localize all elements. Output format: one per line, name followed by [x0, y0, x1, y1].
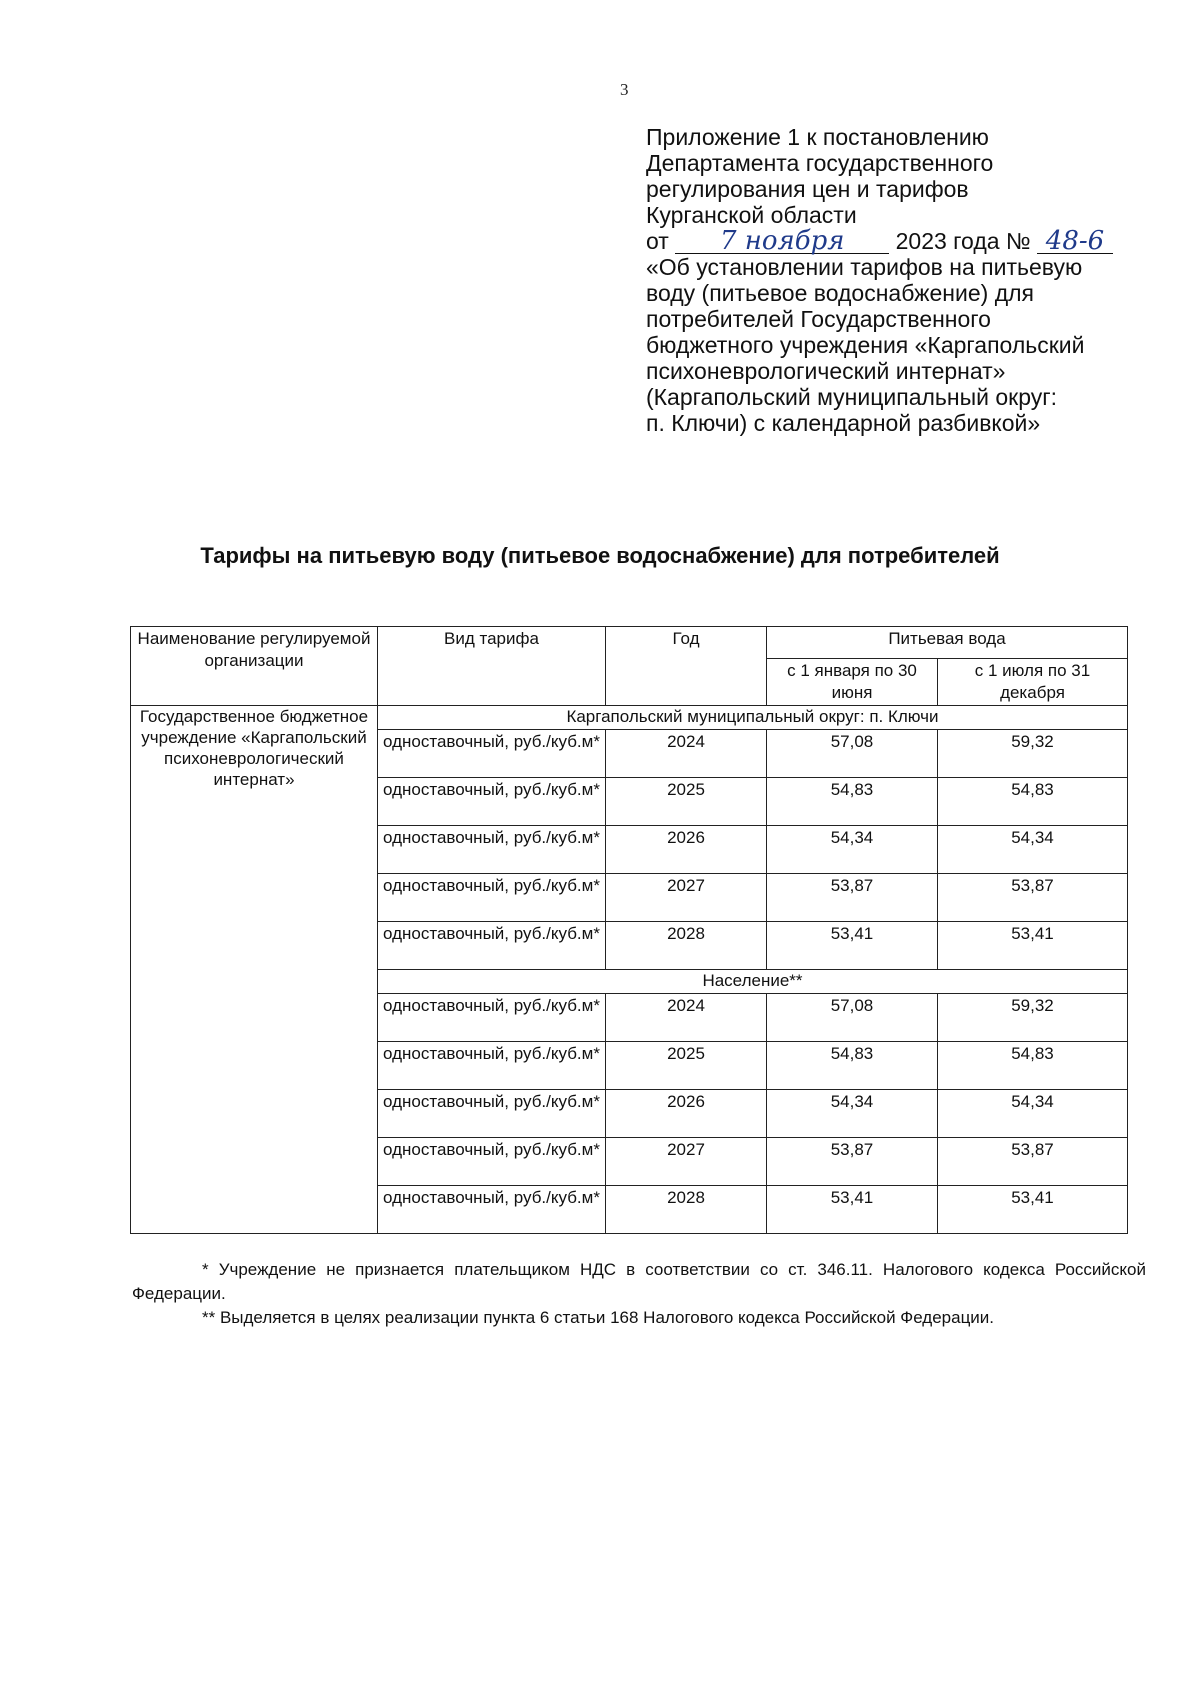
- page-number: 3: [620, 80, 629, 99]
- handwritten-date: 7 ноября: [675, 229, 889, 254]
- group-label: Каргапольский муниципальный округ: п. Ключи: [378, 706, 1128, 730]
- header-drinking-water: Питьевая вода: [767, 627, 1128, 659]
- appendix-header: [646, 124, 1166, 436]
- period-2-value: 54,34: [938, 826, 1128, 874]
- appendix-line: Приложение 1 к постановлению: [646, 124, 989, 150]
- footnote-population: ** Выделяется в целях реализации пункта 6 статьи 168 Налогового кодекса Российской Федерации.: [202, 1308, 995, 1327]
- period-1-value: 53,41: [767, 922, 938, 970]
- period-2-value: 54,83: [938, 778, 1128, 826]
- header-year: Год: [606, 627, 767, 706]
- document-title: Тарифы на питьевую воду (питьевое водоснабжение) для потребителей: [200, 543, 1000, 568]
- footnotes: [132, 1258, 1146, 1330]
- period-2-value: 59,32: [938, 994, 1128, 1042]
- tariff-type-cell: одноставочный, руб./куб.м*: [378, 730, 606, 778]
- period-2-value: 53,87: [938, 1138, 1128, 1186]
- organization-cell: Государственное бюджетное учреждение «Каргапольский психоневрологический интернат»: [131, 706, 378, 1234]
- period-1-value: 54,34: [767, 826, 938, 874]
- year-cell: 2026: [606, 826, 767, 874]
- appendix-line: регулирования цен и тарифов: [646, 176, 969, 202]
- decree-subject-line: психоневрологический интернат»: [646, 358, 1006, 384]
- decree-subject-line: потребителей Государственного: [646, 306, 991, 332]
- period-1-value: 53,87: [767, 874, 938, 922]
- table-header-row: [131, 627, 1128, 659]
- year-cell: 2028: [606, 922, 767, 970]
- period-1-value: 54,83: [767, 778, 938, 826]
- decree-date-line: [646, 228, 1166, 254]
- tariff-type-cell: одноставочный, руб./куб.м*: [378, 1090, 606, 1138]
- from-prefix: от: [646, 228, 669, 254]
- tariff-type-cell: одноставочный, руб./куб.м*: [378, 874, 606, 922]
- period-1-value: 57,08: [767, 994, 938, 1042]
- decree-subject-line: п. Ключи) с календарной разбивкой»: [646, 410, 1041, 436]
- year-cell: 2024: [606, 994, 767, 1042]
- period-1-value: 54,34: [767, 1090, 938, 1138]
- year-cell: 2026: [606, 1090, 767, 1138]
- appendix-line: Курганской области: [646, 202, 857, 228]
- handwritten-number: 48-6: [1037, 229, 1113, 254]
- tariff-table: [130, 626, 1128, 1234]
- period-2-value: 53,41: [938, 1186, 1128, 1234]
- year-cell: 2024: [606, 730, 767, 778]
- period-2-value: 54,34: [938, 1090, 1128, 1138]
- period-1-value: 57,08: [767, 730, 938, 778]
- tariff-type-cell: одноставочный, руб./куб.м*: [378, 778, 606, 826]
- group-label: Население**: [378, 970, 1128, 994]
- header-tariff-type: Вид тарифа: [378, 627, 606, 706]
- tariff-type-cell: одноставочный, руб./куб.м*: [378, 1186, 606, 1234]
- footnote-vat: * Учреждение не признается плательщиком НДС в соответствии со ст. 346.11. Налогового кодекса Российской Федерации.: [132, 1260, 1146, 1303]
- decree-subject-line: «Об установлении тарифов на питьевую: [646, 254, 1083, 280]
- header-org: Наименование регулируемой организации: [131, 627, 378, 706]
- group-row: [131, 706, 1128, 730]
- tariff-type-cell: одноставочный, руб./куб.м*: [378, 1042, 606, 1090]
- year-cell: 2028: [606, 1186, 767, 1234]
- period-2-value: 53,41: [938, 922, 1128, 970]
- header-period-1: с 1 января по 30 июня: [767, 659, 938, 706]
- header-period-2: с 1 июля по 31 декабря: [938, 659, 1128, 706]
- period-2-value: 54,83: [938, 1042, 1128, 1090]
- decree-subject-line: (Каргапольский муниципальный округ:: [646, 384, 1058, 410]
- period-2-value: 59,32: [938, 730, 1128, 778]
- year-cell: 2027: [606, 874, 767, 922]
- decree-subject-line: воду (питьевое водоснабжение) для: [646, 280, 1034, 306]
- tariff-type-cell: одноставочный, руб./куб.м*: [378, 922, 606, 970]
- tariff-type-cell: одноставочный, руб./куб.м*: [378, 1138, 606, 1186]
- tariff-type-cell: одноставочный, руб./куб.м*: [378, 994, 606, 1042]
- year-cell: 2027: [606, 1138, 767, 1186]
- period-2-value: 53,87: [938, 874, 1128, 922]
- decree-subject-line: бюджетного учреждения «Каргапольский: [646, 332, 1085, 358]
- tariff-type-cell: одноставочный, руб./куб.м*: [378, 826, 606, 874]
- period-1-value: 53,41: [767, 1186, 938, 1234]
- year-cell: 2025: [606, 1042, 767, 1090]
- period-1-value: 54,83: [767, 1042, 938, 1090]
- year-cell: 2025: [606, 778, 767, 826]
- period-1-value: 53,87: [767, 1138, 938, 1186]
- decree-year: 2023 года №: [895, 228, 1031, 254]
- appendix-line: Департамента государственного: [646, 150, 994, 176]
